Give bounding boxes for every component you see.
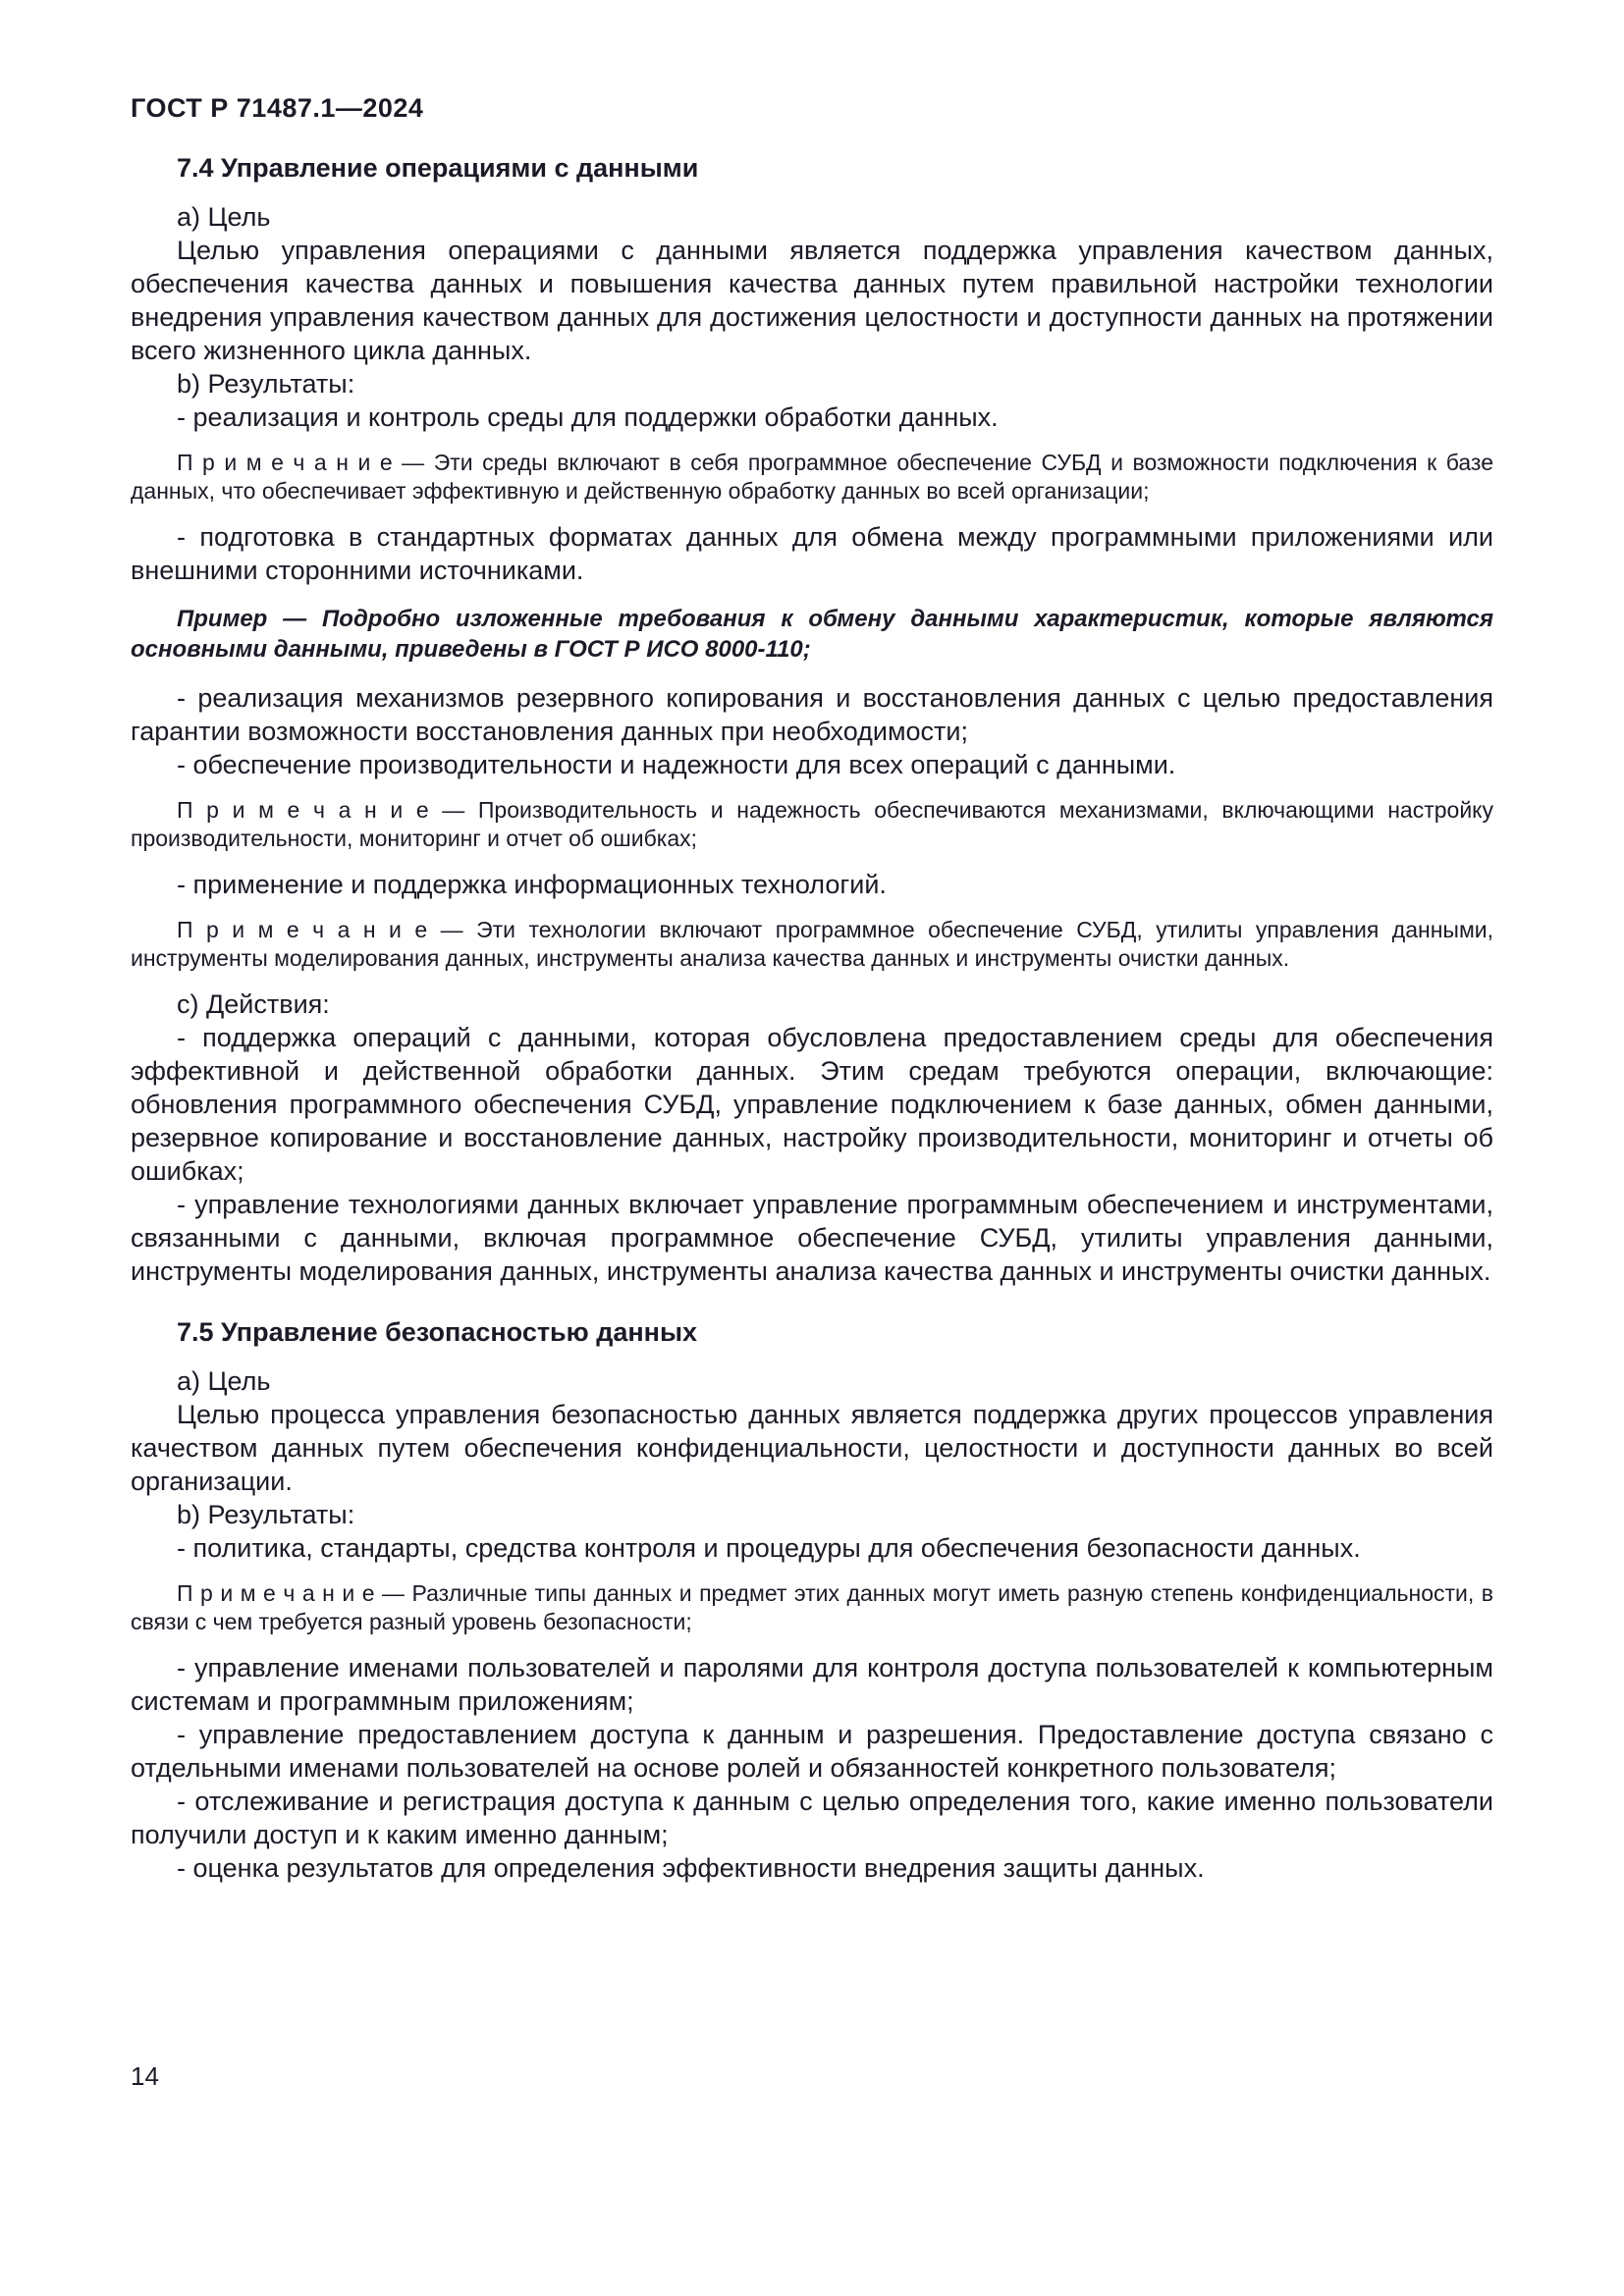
example-paragraph: Пример — Подробно изложенные требования к обмену данными характеристик, которые являются основными данными, приведены в ГОСТ Р ИСО 8000-110; [131,606,1493,663]
document-header: ГОСТ Р 71487.1—2024 [131,93,424,123]
list-item: - применение и поддержка информационных технологий. [177,870,887,899]
paragraph: Целью управления операциями с данными является поддержка управления качеством данных, обеспечения качества данных и повышения качества данных путем правильной настройки технологии внедрения управления качеством данных для достижения целостности и доступности данных на протяжении всего жизненного цикла данных. [131,236,1493,365]
list-item: - политика, стандарты, средства контроля и процедуры для обеспечения безопасности данных. [177,1533,1361,1563]
page-number: 14 [131,2061,159,2091]
paragraph: Целью процесса управления безопасностью данных является поддержка других процессов управления качеством данных путем обеспечения конфиденциальности, целостности и доступности данных во всей организации. [131,1400,1493,1496]
section-heading-7-4: 7.4 Управление операциями с данными [177,153,699,183]
list-item: - управление технологиями данных включает управление программным обеспечением и инструментами, связанными с данными, включая программное обеспечение СУБД, утилиты управления данными, инструменты моделирования данных, инструменты анализа качества данных и инструменты очистки данных. [131,1190,1493,1286]
list-item: - обеспечение производительности и надежности для всех операций с данными. [177,750,1176,779]
list-item: - управление предоставлением доступа к данным и разрешения. Предоставление доступа связано с отдельными именами пользователей на основе ролей и обязанностей конкретного пользователя; [131,1720,1493,1783]
list-item: - реализация и контроль среды для поддержки обработки данных. [177,402,999,432]
note-paragraph: П р и м е ч а н и е — Различные типы данных и предмет этих данных могут иметь разную степень конфиденциальности, в связи с чем требуется разный уровень безопасности; [131,1580,1493,1634]
paragraph-goal-label: a) Цель [177,202,271,232]
note-paragraph: П р и м е ч а н и е — Эти среды включают в себя программное обеспечение СУБД и возможности подключения к базе данных, что обеспечивает эффективную и действенную обработку данных во всей организации; [131,450,1493,504]
paragraph-goal-label: a) Цель [177,1366,271,1396]
note-paragraph: П р и м е ч а н и е — Производительность и надежность обеспечиваются механизмами, включающими настройку производительности, мониторинг и отчет об ошибках; [131,797,1493,851]
paragraph-results-label: b) Результаты: [177,369,355,399]
list-item: - реализация механизмов резервного копирования и восстановления данных с целью предоставления гарантии возможности восстановления данных при необходимости; [131,683,1493,746]
section-heading-7-5: 7.5 Управление безопасностью данных [177,1317,698,1347]
paragraph-results-label: b) Результаты: [177,1500,355,1529]
paragraph-actions-label: c) Действия: [177,989,330,1019]
list-item: - подготовка в стандартных форматах данных для обмена между программными приложениями или внешними сторонними источниками. [131,522,1493,585]
list-item: - управление именами пользователей и паролями для контроля доступа пользователей к компьютерным системам и программным приложениям; [131,1653,1493,1716]
list-item: - оценка результатов для определения эффективности внедрения защиты данных. [177,1853,1205,1883]
note-paragraph: П р и м е ч а н и е — Эти технологии включают программное обеспечение СУБД, утилиты управления данными, инструменты моделирования данных, инструменты анализа качества данных и инструменты очистки данных. [131,917,1493,971]
list-item: - поддержка операций с данными, которая обусловлена предоставлением среды для обеспечения эффективной и действенной обработки данных. Этим средам требуются операции, включающие: обновления программного обеспечения СУБД, управление подключением к базе данных, обмен данными, резервное копирование и восстановление данных, настройку производительности, мониторинг и отчеты об ошибках; [131,1023,1493,1186]
list-item: - отслеживание и регистрация доступа к данным с целью определения того, какие именно пользователи получили доступ и к каким именно данным; [131,1787,1493,1849]
